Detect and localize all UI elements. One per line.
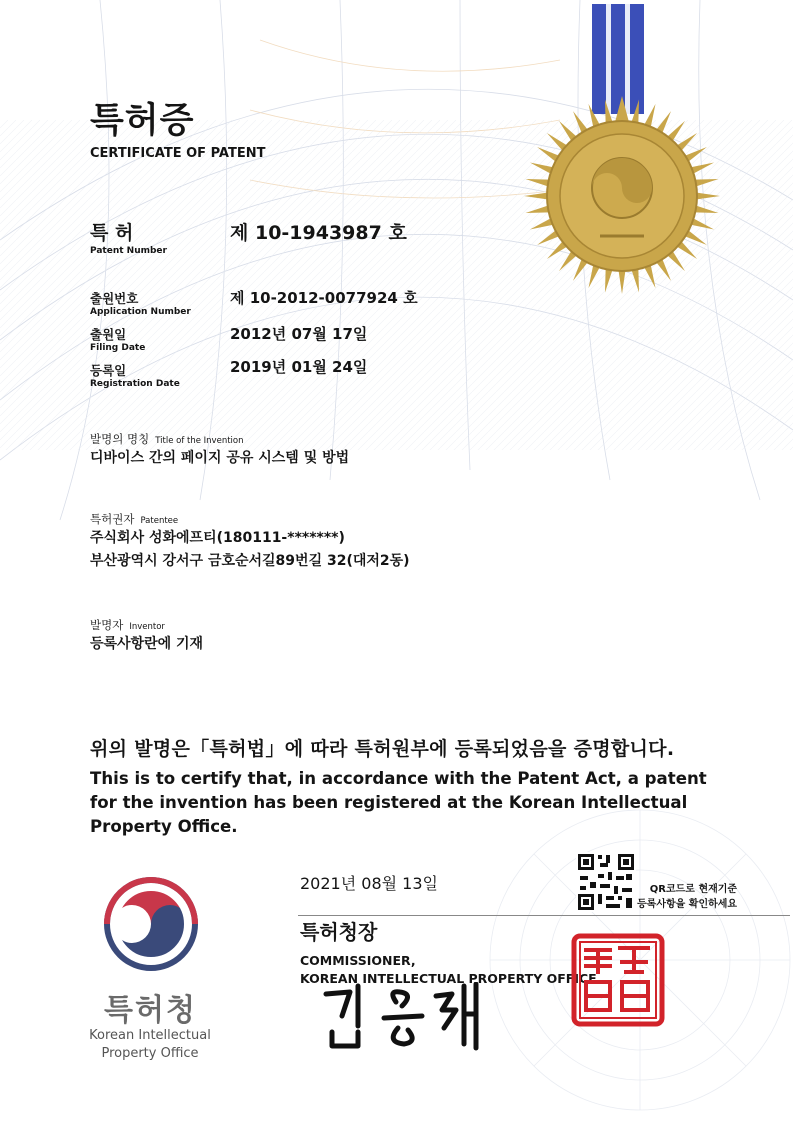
qr-caption-line2: 등록사항을 확인하세요 (637, 899, 738, 910)
office-name-ko: 특허청 (104, 993, 197, 1028)
patentee-label (90, 508, 178, 527)
patentee-address: 부산광역시 강서구 금호순서길89번길 32(대저2동) (90, 553, 410, 569)
medal-ray (605, 99, 613, 123)
inventor-label (90, 614, 165, 633)
medal-ray (525, 205, 549, 213)
issue-date: 2021년 08월 13일 (300, 874, 438, 893)
filing-date-label-ko: 출원일 (90, 327, 127, 342)
filing-date-value: 2012년 07월 17일 (230, 325, 368, 343)
registration-date-label-en: Registration Date (90, 379, 180, 389)
medal-ray (631, 99, 639, 123)
certificate-title-ko: 특허증 (90, 101, 195, 141)
commissioner-title-en-line1: COMMISSIONER, (300, 953, 416, 968)
invention-title-label-ko: 발명의 명칭 (90, 432, 150, 446)
filing-date-label-en: Filing Date (90, 343, 146, 353)
inventor-value: 등록사항란에 기재 (90, 636, 204, 652)
certificate-title-en: CERTIFICATE OF PATENT (90, 146, 266, 161)
registration-date-value: 2019년 01월 24일 (230, 358, 368, 376)
invention-title-label-en: Title of the Invention (155, 436, 244, 446)
application-number-value: 제 10-2012-0077924 호 (230, 289, 418, 307)
gold-medal-seal (522, 96, 722, 296)
medal-ray (696, 192, 720, 199)
certification-text-en: This is to certify that, in accordance with the Patent Act, a patent for the invention has been registered at the Korean Intellectual Property Office. (90, 769, 707, 836)
patentee-label-en: Patentee (140, 516, 179, 526)
medal-ray (524, 192, 548, 199)
medal-ray (694, 179, 718, 187)
certification-text-ko: 위의 발명은「특허법」에 따라 특허원부에 등록되었음을 증명합니다. (90, 738, 675, 760)
medal-ray (525, 179, 549, 187)
kipo-taegeuk-logo (103, 876, 199, 972)
patent-number-value: 제 10-1943987 호 (230, 222, 407, 244)
qr-caption-line1: QR코드로 현재기준 (649, 884, 738, 895)
official-red-seal (570, 932, 666, 1028)
medal-ray (618, 270, 625, 294)
inventor-label-ko: 발명자 (90, 618, 124, 632)
invention-title-value: 디바이스 간의 페이지 공유 시스템 및 방법 (90, 450, 350, 466)
commissioner-title-ko: 특허청장 (300, 920, 378, 944)
medal-ray (694, 205, 718, 213)
office-name-en: Korean Intellectual Property Office (89, 1028, 211, 1061)
patentee-name: 주식회사 성화에프티(180111-*******) (90, 530, 345, 546)
application-number-label-en: Application Number (90, 307, 191, 317)
patent-number-label-en: Patent Number (90, 246, 167, 256)
commissioner-title-en-line2: KOREAN INTELLECTUAL PROPERTY OFFICE (300, 971, 597, 986)
commissioner-signature (318, 982, 498, 1052)
qr-code-icon[interactable] (576, 852, 636, 912)
patent-number-label-ko: 특 허 (90, 222, 134, 244)
application-number-label-ko: 출원번호 (90, 291, 139, 306)
inventor-label-en: Inventor (129, 622, 165, 632)
qr-caption (637, 882, 737, 912)
patentee-label-ko: 특허권자 (90, 512, 135, 526)
medal-ray (605, 268, 613, 292)
registration-date-label-ko: 등록일 (90, 363, 127, 378)
invention-title-label (90, 428, 244, 447)
medal-ray (631, 268, 639, 292)
